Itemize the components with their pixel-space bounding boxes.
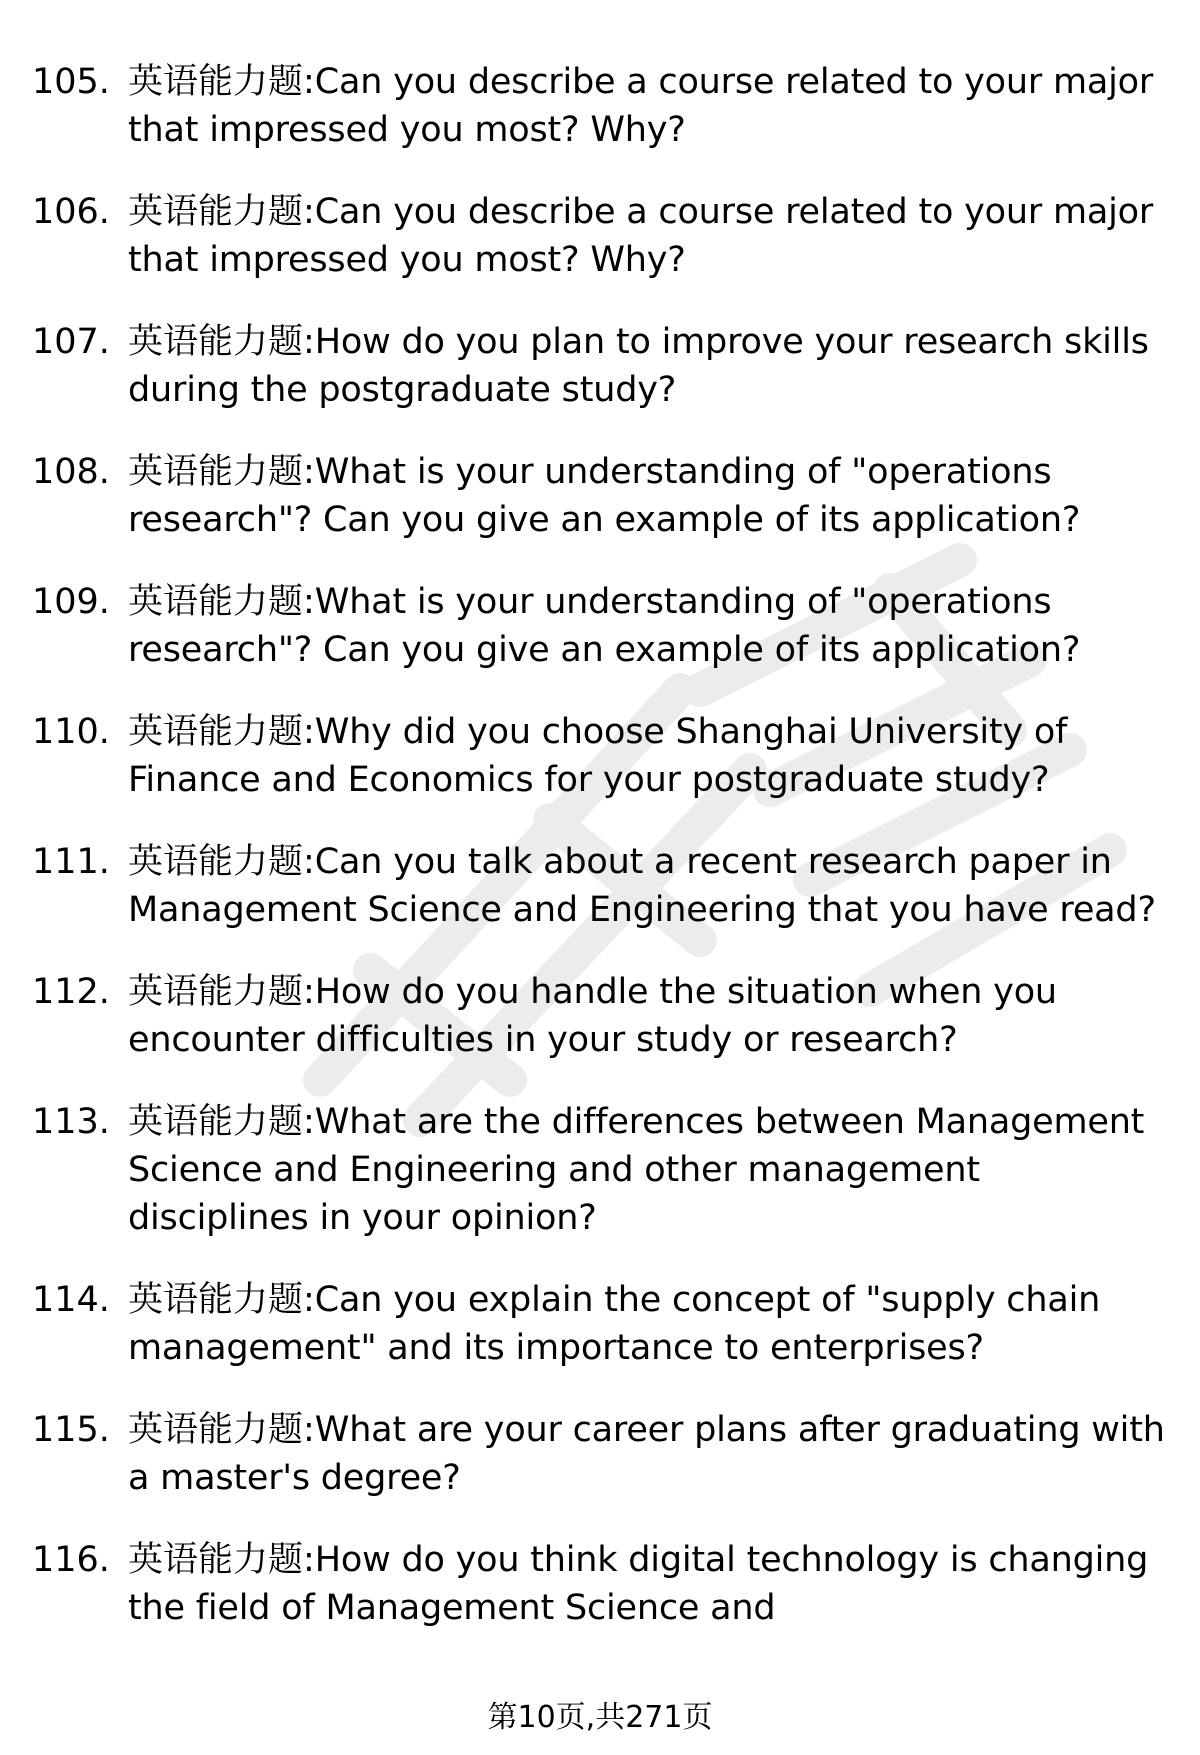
question-text: What is your understanding of "operations research"? Can you give an example of its application? xyxy=(128,582,1081,670)
question-type-label: 英语能力题: xyxy=(128,192,315,232)
question-number: 115. xyxy=(32,1410,110,1450)
question-type-label: 英语能力题: xyxy=(128,582,315,622)
question-text: How do you handle the situation when you encounter difficulties in your study or research? xyxy=(128,972,1057,1060)
question-item xyxy=(32,448,1182,544)
question-type-label: 英语能力题: xyxy=(128,842,315,882)
question-number: 108. xyxy=(32,452,110,492)
question-number: 110. xyxy=(32,712,110,752)
question-item xyxy=(32,1098,1182,1242)
question-type-label: 英语能力题: xyxy=(128,972,315,1012)
page-indicator: 第10页,共271页 xyxy=(487,1700,713,1735)
question-text: Why did you choose Shanghai University of Finance and Economics for your postgraduate study? xyxy=(128,712,1068,800)
question-text: What are your career plans after graduating with a master's degree? xyxy=(128,1410,1165,1498)
question-text: Can you talk about a recent research paper in Management Science and Engineering that you have read? xyxy=(128,842,1156,930)
question-body xyxy=(128,58,1168,154)
question-number: 116. xyxy=(32,1540,110,1580)
question-item xyxy=(32,188,1182,284)
question-number: 111. xyxy=(32,842,110,882)
question-type-label: 英语能力题: xyxy=(128,1540,315,1580)
question-item xyxy=(32,1406,1182,1502)
question-number: 106. xyxy=(32,192,110,232)
question-text: Can you describe a course related to your major that impressed you most? Why? xyxy=(128,192,1154,280)
question-item xyxy=(32,1536,1182,1632)
question-type-label: 英语能力题: xyxy=(128,322,315,362)
question-body xyxy=(128,968,1168,1064)
question-item xyxy=(32,708,1182,804)
question-body xyxy=(128,318,1168,414)
question-body xyxy=(128,1406,1168,1502)
question-body xyxy=(128,1276,1168,1372)
question-item xyxy=(32,578,1182,674)
question-body xyxy=(128,838,1168,934)
question-body xyxy=(128,188,1168,284)
question-text: Can you describe a course related to your major that impressed you most? Why? xyxy=(128,62,1154,150)
question-type-label: 英语能力题: xyxy=(128,62,315,102)
question-item xyxy=(32,838,1182,934)
question-body xyxy=(128,1536,1168,1632)
question-body xyxy=(128,448,1168,544)
question-list xyxy=(32,58,1182,1666)
question-item xyxy=(32,318,1182,414)
question-number: 105. xyxy=(32,62,110,102)
question-item xyxy=(32,968,1182,1064)
question-type-label: 英语能力题: xyxy=(128,1410,315,1450)
question-text: How do you plan to improve your research skills during the postgraduate study? xyxy=(128,322,1149,410)
question-type-label: 英语能力题: xyxy=(128,1102,315,1142)
question-text: What is your understanding of "operations research"? Can you give an example of its application? xyxy=(128,452,1081,540)
question-number: 113. xyxy=(32,1102,110,1142)
question-body xyxy=(128,1098,1168,1242)
question-item xyxy=(32,58,1182,154)
question-item xyxy=(32,1276,1182,1372)
question-text: What are the differences between Management Science and Engineering and other management disciplines in your opinion? xyxy=(128,1102,1145,1238)
question-type-label: 英语能力题: xyxy=(128,1280,315,1320)
question-body xyxy=(128,578,1168,674)
question-text: How do you think digital technology is changing the field of Management Science and xyxy=(128,1540,1149,1628)
question-type-label: 英语能力题: xyxy=(128,712,315,752)
question-text: Can you explain the concept of "supply chain management" and its importance to enterprises? xyxy=(128,1280,1101,1368)
question-type-label: 英语能力题: xyxy=(128,452,315,492)
question-body xyxy=(128,708,1168,804)
question-number: 107. xyxy=(32,322,110,362)
question-number: 109. xyxy=(32,582,110,622)
question-number: 112. xyxy=(32,972,110,1012)
question-number: 114. xyxy=(32,1280,110,1320)
